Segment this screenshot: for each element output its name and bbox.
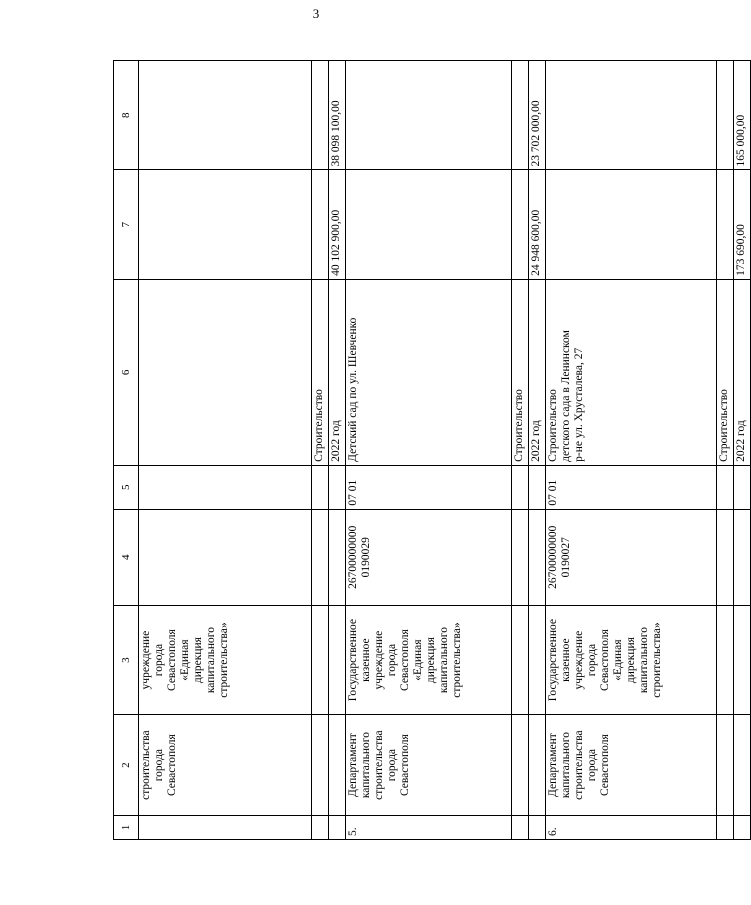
col-header-1: 1 bbox=[114, 815, 139, 839]
cell-amount-8-year: 23 702 000,00 bbox=[529, 61, 546, 170]
table-row-continued bbox=[139, 61, 312, 840]
cell-c1 bbox=[139, 815, 312, 839]
cell-object: Детский сад по ул. Шевченко bbox=[346, 279, 512, 465]
cell-number: 5. bbox=[346, 815, 512, 839]
cell-amount-7-year: 173 690,00 bbox=[734, 170, 751, 279]
cell-customer: Департамент капитального строительства города Севастополя bbox=[546, 715, 717, 816]
col-header-2: 2 bbox=[114, 715, 139, 816]
cell-customer: Департамент капитального строительства города Севастополя bbox=[346, 715, 512, 816]
table-row-type bbox=[312, 61, 329, 840]
table-row-5 bbox=[346, 61, 512, 840]
cell-code bbox=[139, 509, 312, 605]
cell-amount-8-year: 38 098 100,00 bbox=[329, 61, 346, 170]
cell-code: 26700000000 0190029 bbox=[346, 509, 512, 605]
col-header-3: 3 bbox=[114, 605, 139, 714]
col-header-7: 7 bbox=[114, 170, 139, 279]
cell-year: 2022 год bbox=[734, 279, 751, 465]
table-row-type bbox=[512, 61, 529, 840]
col-header-5: 5 bbox=[114, 465, 139, 509]
table-row-year bbox=[329, 61, 346, 840]
table-row-6 bbox=[546, 61, 717, 840]
cell-executor: Государственное казенное учреждение города Севастополя «Единая дирекция капитального строительства» bbox=[546, 605, 717, 714]
cell-executor: учреждение города Севастополя «Единая дирекция капитального строительства» bbox=[139, 605, 312, 714]
cell-object bbox=[139, 279, 312, 465]
cell-amount-8 bbox=[139, 61, 312, 170]
cell-number: 6. bbox=[546, 815, 717, 839]
rotated-table-wrapper bbox=[113, 60, 747, 840]
table-row-type bbox=[717, 61, 734, 840]
table-row-year bbox=[529, 61, 546, 840]
col-header-8: 8 bbox=[114, 61, 139, 170]
header-row bbox=[114, 61, 139, 840]
cell-amount-7 bbox=[139, 170, 312, 279]
cell-section: 07 01 bbox=[546, 465, 717, 509]
cell-amount-7-year: 40 102 900,00 bbox=[329, 170, 346, 279]
cell-work-type: Строительство bbox=[717, 279, 734, 465]
cell-work-type: Строительство bbox=[312, 279, 329, 465]
cell-section: 07 01 bbox=[346, 465, 512, 509]
cell-section bbox=[139, 465, 312, 509]
cell-work-type: Строительство bbox=[512, 279, 529, 465]
cell-amount-7-year: 24 948 600,00 bbox=[529, 170, 546, 279]
cell-customer: строительства города Севастополя bbox=[139, 715, 312, 816]
table-row-year bbox=[734, 61, 751, 840]
budget-table bbox=[113, 60, 751, 840]
col-header-4: 4 bbox=[114, 509, 139, 605]
cell-code: 26700000000 0190027 bbox=[546, 509, 717, 605]
cell-year: 2022 год bbox=[329, 279, 346, 465]
page-number: 3 bbox=[312, 6, 320, 21]
cell-amount-8-year: 165 000,00 bbox=[734, 61, 751, 170]
cell-executor: Государственное казенное учреждение города Севастополя «Единая дирекция капитального строительства» bbox=[346, 605, 512, 714]
col-header-6: 6 bbox=[114, 279, 139, 465]
cell-object: Строительство детского сада в Ленинском р-не ул. Хрусталева, 27 bbox=[546, 279, 717, 465]
cell-year: 2022 год bbox=[529, 279, 546, 465]
